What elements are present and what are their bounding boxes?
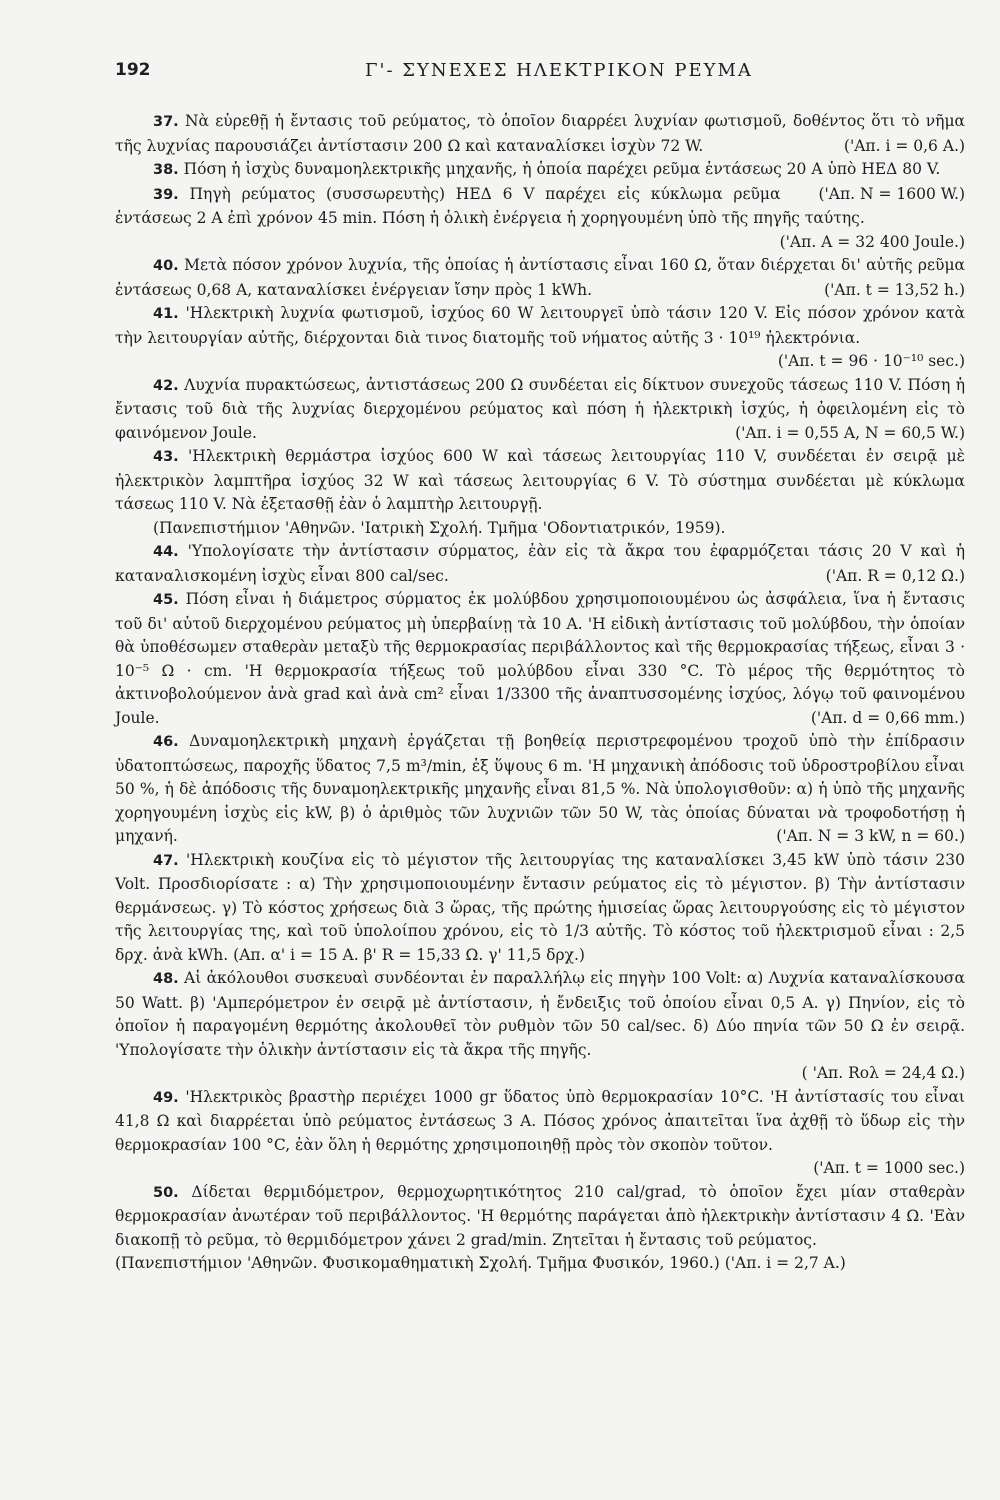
problem-answer: ('Απ. N = 3 kW, n = 60.)	[776, 827, 965, 845]
problem-number: 44.	[153, 544, 179, 560]
problem-answer: ('Απ. t = 96 · 10⁻¹⁰ sec.)	[777, 352, 965, 370]
problem-body	[115, 967, 965, 1062]
problem-text: Δίδεται θερμιδόμετρον, θερμοχωρητικότητος 210 cal/grad, τὸ ὁποῖον ἔχει μίαν σταθερὰν θερμοκρασίαν ἀνωτέραν τοῦ περιβάλλοντος. 'Η θερμότης παράγεται ἀπὸ ἠλεκτρικὴν ἀντίστασιν 4 Ω. 'Εὰν διακοπῇ τὸ ρεῦμα, τὸ θερμιδόμετρον χάνει 2 grad/min. Ζητεῖται ἡ ἔντασις τοῦ ρεύματος.	[115, 1182, 965, 1249]
problem-answer: ('Απ. i = 2,7 Α.)	[724, 1254, 846, 1272]
problem-text: Πόση εἶναι ἡ διάμετρος σύρματος ἐκ μολύβδου χρησιμοποιουμένου ὡς ἀσφάλεια, ἵνα ἡ ἔντασις τοῦ δι' αὐτοῦ διερχομένου ρεύματος μὴ ὑπερβαίνῃ τὰ 10 Α. 'Η εἰδικὴ ἀντίστασις τοῦ μολύβδου, τὴν ὁποίαν θὰ ὑποθέσωμεν σταθερὰν μεταξὺ τῆς θερμοκρασίας περιβάλλοντος καὶ τῆς θερμοκρασίας τήξεως, εἶναι 3 · 10⁻⁵ Ω · cm. 'Η θερμοκρασία τήξεως τοῦ μολύβδου εἶναι 330 °C. Τὸ μέρος τῆς θερμότητος τὸ ἀκτινοβολούμενον ἀνὰ grad καὶ ἀνὰ cm² εἶναι 1/3300 τῆς ἀναπτυσσομένης ἰσχύος, λόγῳ τοῦ φαινομένου Joule.	[115, 590, 965, 727]
problem-answer: ('Απ. i = 0,6 Α.)	[843, 136, 965, 155]
problem-answer: (Απ. α' i = 15 Α. β' R = 15,33 Ω. γ' 11,5 δρχ.)	[233, 945, 585, 964]
problem-number: 40.	[153, 258, 179, 274]
problem-source: (Πανεπιστήμιον 'Αθηνῶν. 'Ιατρικὴ Σχολή. Τμῆμα 'Οδοντιατρικόν, 1959).	[153, 518, 726, 537]
problem-answer: ('Απ. d = 0,66 mm.)	[810, 708, 965, 727]
problem-text: 'Υπολογίσατε τὴν ἀντίστασιν σύρματος, ἐὰν εἰς τὰ ἄκρα του ἐφαρμόζεται τάσις 20 V καὶ ἡ καταναλισκομένη ἰσχὺς εἶναι 800 cal/sec.	[115, 542, 965, 585]
problem-body	[115, 849, 965, 968]
problem-source	[115, 1252, 965, 1276]
problem-answer: ('Απ. t = 1000 sec.)	[813, 1159, 965, 1177]
problem-number: 47.	[153, 852, 179, 869]
problem-46	[115, 730, 965, 849]
problem-45	[115, 588, 965, 730]
problem-body	[115, 254, 965, 302]
problem-text: Μετὰ πόσον χρόνον λυχνία, τῆς ὁποίας ἡ ἀντίστασις εἶναι 160 Ω, ὅταν διέρχεται δι' αὐτῆς ρεῦμα ἐντάσεως 0,68 Α, καταναλίσκει ἐνέργειαν ἴσην πρὸς 1 kWh.	[115, 256, 965, 299]
page-number: 192	[115, 60, 151, 80]
problem-body	[115, 302, 965, 350]
problem-body	[115, 1086, 965, 1158]
problem-number: 43.	[153, 449, 179, 465]
problem-43	[115, 445, 965, 540]
problem-number: 45.	[153, 592, 179, 608]
problem-text: 'Ηλεκτρικὴ θερμάστρα ἰσχύος 600 W καὶ τάσεως λειτουργίας 110 V, συνδέεται ἐν σειρᾷ μὲ ἠλεκτρικὸν λαμπτῆρα ἰσχύος 32 W καὶ τάσεως λειτουργίας 6 V. Τὸ σύστημα συνδέεται μὲ κύκλωμα τάσεως 110 V. Νὰ ἐξετασθῇ ἐὰν ὁ λαμπτὴρ λειτουργῇ.	[115, 447, 965, 513]
problem-body	[115, 730, 965, 849]
problem-number: 41.	[153, 306, 179, 322]
problem-text: Δυναμοηλεκτρικὴ μηχανὴ ἐργάζεται τῇ βοηθείᾳ περιστρεφομένου τροχοῦ ὑπὸ τὴν ἐπίδρασιν ὑδατοπτώσεως, παροχῆς ὕδατος 7,5 m³/min, ἐξ ὕψους 6 m. 'Η μηχανικὴ ἀπόδοσις τοῦ ὑδροστροβίλου εἶναι 50 %, ἡ δὲ ἀπόδοσις τῆς δυναμοηλεκτρικῆς μηχανῆς εἶναι 81,5 %. Νὰ ὑπολογισθοῦν: α) ἡ ὑπὸ τῆς μηχανῆς χορηγουμένη ἰσχὺς εἰς kW, β) ὁ ἀριθμὸς τῶν λυχνιῶν τῶν 50 W, τὰς ὁποίας δύναται νὰ τροφοδοτήσῃ ἡ μηχανή.	[115, 732, 965, 845]
problem-number: 38.	[153, 162, 179, 178]
problem-49	[115, 1086, 965, 1181]
problem-40	[115, 254, 965, 302]
problem-42	[115, 374, 965, 446]
problem-number: 37.	[153, 114, 179, 130]
problem-41	[115, 302, 965, 374]
problem-number: 50.	[153, 1184, 179, 1201]
problem-text: Πηγὴ ρεύματος (συσσωρευτὴς) ΗΕΔ 6 V παρέχει εἰς κύκλωμα ρεῦμα ἐντάσεως 2 Α ἐπὶ χρόνον 45 min. Πόση ἡ ὁλικὴ ἐνέργεια ἡ χορηγουμένη ὑπὸ τῆς πηγῆς ταύτης.	[115, 184, 865, 227]
problem-number: 49.	[153, 1089, 179, 1106]
problem-text: 'Ηλεκτρικὸς βραστὴρ περιέχει 1000 gr ὕδατος ὑπὸ θερμοκρασίαν 10°C. 'Η ἀντίστασίς του εἶναι 41,8 Ω καὶ διαρρέεται ὑπὸ ρεύματος ἐντάσεως 3 Α. Πόσος χρόνος ἀπαιτεῖται ἵνα ἀχθῇ τὸ ὕδωρ εἰς τὴν θερμοκρασίαν 100 °C, ἐὰν ὅλη ἡ θερμότης χρησιμοποιηθῇ πρὸς τὸν σκοπὸν τοῦτον.	[115, 1087, 965, 1154]
problem-44	[115, 540, 965, 588]
problem-text: 'Ηλεκτρικὴ κουζίνα εἰς τὸ μέγιστον τῆς λειτουργίας της καταναλίσκει 3,45 kW ὑπὸ τάσιν 230 Volt. Προσδιορίσατε : α) Τὴν χρησιμοποιουμένην ἔντασιν ρεύματος εἰς τὸ μέγιστον. β) Τὴν ἀντίστασιν θερμάνσεως. γ) Τὸ κόστος χρήσεως διὰ 3 ὥρας, τῆς πρώτης ἡμισείας ὥρας λειτουργούσης εἰς τὸ μέγιστον τῆς λειτουργίας της, καὶ τοῦ ὑπολοίπου χρόνου, εἰς τὸ 1/3 αὐτῆς. Τὸ κόστος τοῦ ἠλεκτρισμοῦ εἶναι : 2,5 δρχ. ἀνὰ kWh.	[115, 850, 965, 964]
problem-text: Λυχνία πυρακτώσεως, ἀντιστάσεως 200 Ω συνδέεται εἰς δίκτυον συνεχοῦς τάσεως 110 V. Πόση ἡ ἔντασις τοῦ διὰ τῆς λυχνίας διερχομένου ρεύματος καὶ πόση ἡ ἠλεκτρικὴ ἰσχύς, ἡ ὀφειλομένη εἰς τὸ φαινόμενον Joule.	[115, 375, 965, 442]
problem-text: Πόση ἡ ἰσχὺς δυναμοηλεκτρικῆς μηχανῆς, ἡ ὁποία παρέχει ρεῦμα ἐντάσεως 20 Α ὑπὸ ΗΕΔ 80 V.	[183, 160, 941, 178]
problem-body	[115, 374, 965, 446]
problem-answer: ('Απ. N = 1600 W.)	[818, 184, 965, 203]
problem-body	[115, 1181, 965, 1253]
problem-text: Αἱ ἀκόλουθοι συσκευαὶ συνδέονται ἐν παραλλήλῳ εἰς πηγὴν 100 Volt: α) Λυχνία καταναλίσκουσα 50 Watt. β) 'Αμπερόμετρον ἐν σειρᾷ μὲ ἀντίστασιν, ἡ ἔνδειξις τοῦ ὁποίου εἶναι 0,5 Α. γ) Πηνίον, εἰς τὸ ὁποῖον ἡ παραγομένη θερμότης ἀκολουθεῖ τὸν ρυθμὸν τῶν 50 cal/sec. δ) Δύο πηνία τῶν 50 Ω ἐν σειρᾷ. 'Υπολογίσατε τὴν ὁλικὴν ἀντίστασιν εἰς τὰ ἄκρα τῆς πηγῆς.	[115, 969, 965, 1059]
problem-50	[115, 1181, 965, 1276]
problem-list	[115, 110, 965, 1276]
problem-body	[115, 445, 965, 517]
problem-48	[115, 967, 965, 1086]
problem-body	[115, 540, 965, 588]
page-header	[115, 60, 900, 90]
problem-answer: ('Απ. A = 32 400 Joule.)	[779, 232, 965, 251]
problem-text: Νὰ εὑρεθῇ ἡ ἔντασις τοῦ ρεύματος, τὸ ὁποῖον διαρρέει λυχνίαν φωτισμοῦ, δοθέντος ὅτι τὸ νῆμα τῆς λυχνίας παρουσιάζει ἀντίστασιν 200 Ω καὶ καταναλίσκει ἰσχὺν 72 W.	[115, 112, 965, 155]
problem-answer: ('Απ. t = 13,52 h.)	[824, 280, 965, 299]
problem-number: 39.	[153, 186, 179, 203]
problem-answer: ('Απ. R = 0,12 Ω.)	[825, 566, 965, 585]
problem-number: 42.	[153, 377, 179, 394]
problem-number: 46.	[153, 734, 179, 750]
problem-answer: ( 'Απ. Rολ = 24,4 Ω.)	[801, 1064, 965, 1082]
problem-37	[115, 110, 965, 158]
problem-answer: ('Απ. i = 0,55 A, N = 60,5 W.)	[735, 423, 965, 442]
running-title: Γ'- ΣΥΝΕΧΕΣ ΗΛΕΚΤΡΙΚΟΝ ΡΕΥΜΑ	[365, 60, 753, 81]
problem-47	[115, 849, 965, 968]
problem-number: 48.	[153, 971, 179, 987]
problem-text: 'Ηλεκτρικὴ λυχνία φωτισμοῦ, ἰσχύος 60 W λειτουργεῖ ὑπὸ τάσιν 120 V. Εἰς πόσον χρόνον κατὰ τὴν λειτουργίαν αὐτῆς, διέρχονται διὰ τινος διατομῆς τοῦ νήματος αὐτῆς 3 · 10¹⁹ ἠλεκτρόνια.	[115, 304, 966, 347]
problem-body	[115, 588, 965, 730]
problem-body	[115, 110, 965, 158]
source-text: (Πανεπιστήμιον 'Αθηνῶν. Φυσικομαθηματικὴ Σχολή. Τμῆμα Φυσικόν, 1960.)	[115, 1254, 720, 1272]
